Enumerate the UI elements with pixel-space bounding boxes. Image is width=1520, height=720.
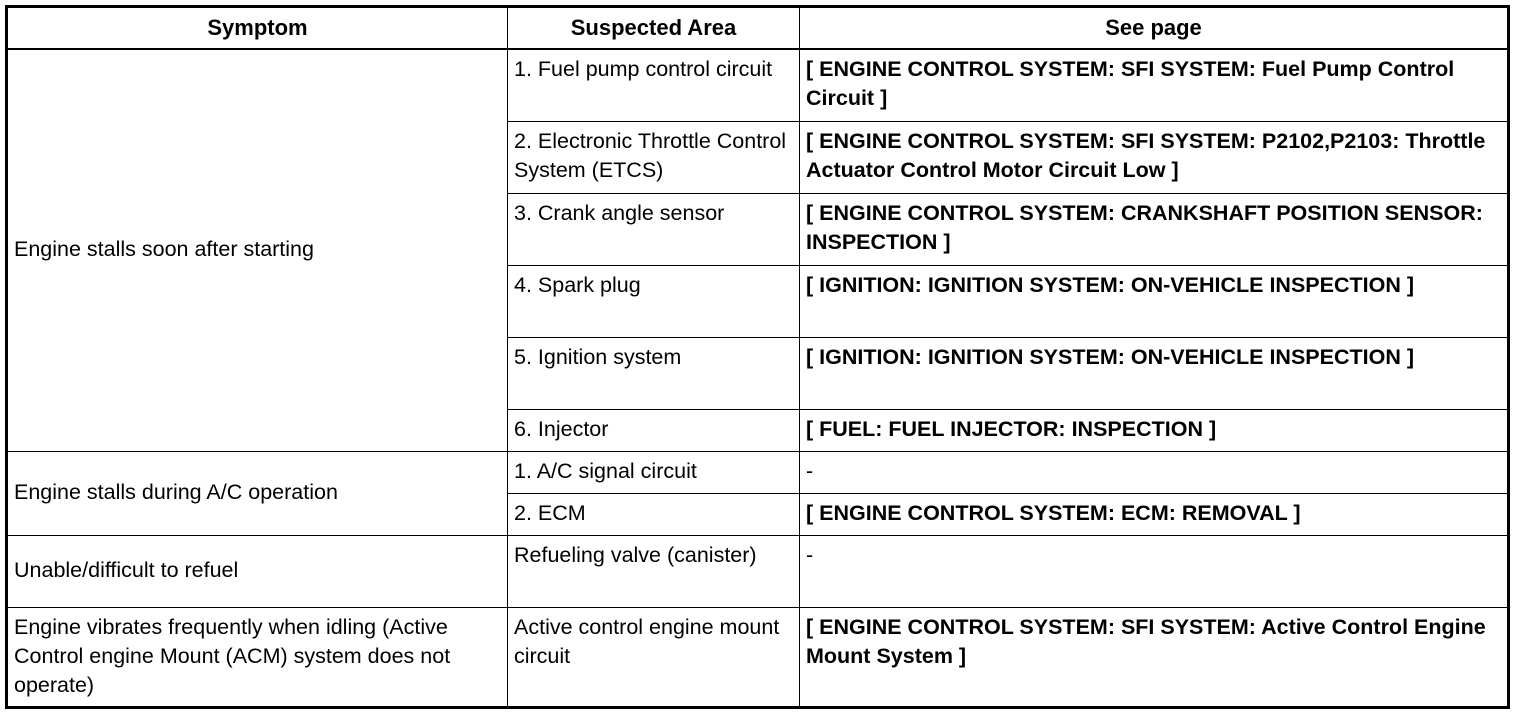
suspected-area-cell: Refueling valve (canister)	[508, 535, 800, 607]
suspected-area-cell: 2. Electronic Throttle Control System (ETCS)	[508, 121, 800, 193]
symptom-cell: Engine stalls during A/C operation	[7, 451, 508, 535]
symptom-cell: Engine vibrates frequently when idling (Active Control engine Mount (ACM) system does not operate)	[7, 607, 508, 707]
suspected-area-cell: 6. Injector	[508, 409, 800, 451]
see-page-link[interactable]: [ IGNITION: IGNITION SYSTEM: ON-VEHICLE INSPECTION ]	[800, 265, 1509, 337]
see-page-link[interactable]: [ ENGINE CONTROL SYSTEM: SFI SYSTEM: Fuel Pump Control Circuit ]	[800, 49, 1509, 121]
table-row	[7, 535, 1509, 607]
symptom-cell: Unable/difficult to refuel	[7, 535, 508, 607]
see-page-link[interactable]: [ FUEL: FUEL INJECTOR: INSPECTION ]	[800, 409, 1509, 451]
suspected-area-cell: 4. Spark plug	[508, 265, 800, 337]
suspected-area-cell: 1. Fuel pump control circuit	[508, 49, 800, 121]
symptom-cell: Engine stalls soon after starting	[7, 49, 508, 451]
see-page-link[interactable]: [ ENGINE CONTROL SYSTEM: ECM: REMOVAL ]	[800, 493, 1509, 535]
see-page-empty: -	[800, 451, 1509, 493]
suspected-area-cell: 3. Crank angle sensor	[508, 193, 800, 265]
suspected-area-cell: 1. A/C signal circuit	[508, 451, 800, 493]
table-row	[7, 451, 1509, 493]
see-page-empty: -	[800, 535, 1509, 607]
header-row	[7, 7, 1509, 50]
see-page-link[interactable]: [ ENGINE CONTROL SYSTEM: CRANKSHAFT POSITION SENSOR: INSPECTION ]	[800, 193, 1509, 265]
suspected-area-cell: 2. ECM	[508, 493, 800, 535]
header-suspected-area: Suspected Area	[508, 7, 800, 50]
see-page-link[interactable]: [ IGNITION: IGNITION SYSTEM: ON-VEHICLE INSPECTION ]	[800, 337, 1509, 409]
see-page-link[interactable]: [ ENGINE CONTROL SYSTEM: SFI SYSTEM: P2102,P2103: Throttle Actuator Control Motor Circuit Low ]	[800, 121, 1509, 193]
suspected-area-cell: 5. Ignition system	[508, 337, 800, 409]
header-symptom: Symptom	[7, 7, 508, 50]
table-row	[7, 607, 1509, 707]
table-row	[7, 49, 1509, 121]
header-see-page: See page	[800, 7, 1509, 50]
suspected-area-cell: Active control engine mount circuit	[508, 607, 800, 707]
see-page-link[interactable]: [ ENGINE CONTROL SYSTEM: SFI SYSTEM: Active Control Engine Mount System ]	[800, 607, 1509, 707]
troubleshooting-table	[5, 5, 1510, 709]
